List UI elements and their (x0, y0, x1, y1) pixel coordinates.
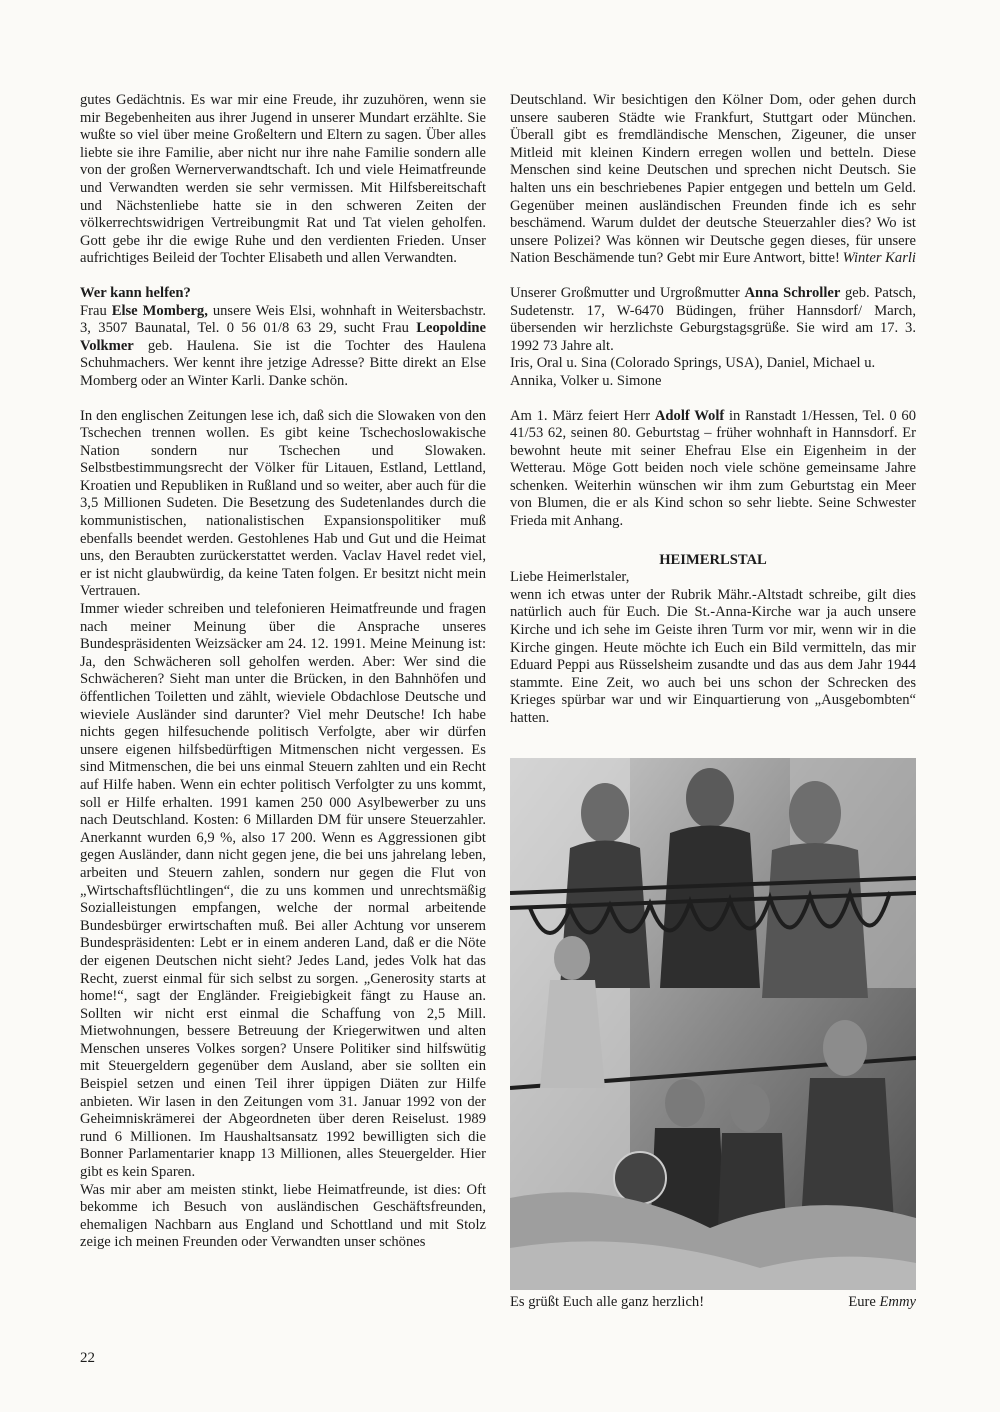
greeting: Liebe Heimerlstaler, (510, 569, 630, 586)
section-heading-heimerlstal: HEIMERLSTAL (659, 551, 767, 568)
heimerlstal-paragraph: wenn ich etwas unter der Rubrik Mähr.-Altstadt schreibe, gilt dies natürlich auch für Euch. Die St.-Anna-Kirche war ja auch unsere Kirche und ich sehe im Geiste ihren Turm vor mir, wenn wir in die Kirche gingen. Heute möchte ich Euch ein Bild vermitteln, das mir Eduard Peppi aus Rüsselsheim zusandte und das aus dem Jahr 1944 stammte. Eine Zeit, wo auch bei uns schon der Schrecken des Krieges spürbar war und wir Einquartierung von „Ausgebombten“ hatten. (510, 586, 916, 726)
historic-group-photo (510, 758, 916, 1290)
right-column (510, 92, 916, 728)
page-number: 22 (80, 1350, 95, 1366)
help-heading: Wer kann helfen? (80, 284, 191, 301)
family-signature: Iris, Oral u. Sina (Colorado Springs, USA), Daniel, Michael u. Annika, Volker u. Simone (510, 355, 876, 389)
name-adolf-wolf: Adolf Wolf (654, 407, 725, 424)
obituary-paragraph: gutes Gedächtnis. Es war mir eine Freude, ihr zuzuhören, wenn sie mir Begebenheiten aus ihrer Jugend in unserer Mundart erzählte. Sie wußte so viel über meine Großeltern und Eltern zu sagen. Über alles liebte sie ihre Familie, aber nicht nur ihre nahe Familie sondern alle von der großen Wernerverwandtschaft. Ich und viele Heimatfreunde und Verwandten werden sie sehr vermissen. Mit Hilfsbereitschaft und Nächstenliebe hatte sie in den schweren Zeiten der völkerrechtswidrigen Vertreibungmit Rat und Tat vielen geholfen. Gott gebe ihr die ewige Ruhe und den verdienten Frieden. Unser aufrichtiges Beileid der Tochter Elisabeth und allen Verwandten. (80, 92, 486, 267)
caption-text: Es grüßt Euch alle ganz herzlich! (510, 1294, 705, 1310)
help-name-volkmer: Leopoldine Volkmer (80, 320, 486, 354)
photo-caption (510, 1294, 916, 1311)
birthday-wolf-paragraph: Am 1. März feiert Herr Adolf Wolf in Ranstadt 1/Hessen, Tel. 0 60 41/53 62, seinen 80. Geburtstag – früher wohnhaft in Hannsdorf. Er bewohnt heute mit seiner Ehefrau Else ein Eigenheim in der Wetterau. Möge Gott beiden noch viele schöne gemeinsame Jahre schenken. Weiterhin wünschen wir ihm zum Geburtstag ein Meer von Blumen, die er als Kind schon so sehr liebte. Seine Schwester Frieda mit Anhang. (510, 407, 917, 530)
help-name-momberg: Else Momberg, (111, 302, 208, 319)
name-anna-schroller: Anna Schroller (744, 284, 841, 301)
slovak-paragraph: In den englischen Zeitungen lese ich, daß sich die Slowaken von den Tschechen trennen wollen. Es gibt keine Tschechoslowakische Nation sondern nur Tschechen und Slowaken. Selbstbestimmungsrecht der Völker für Litauen, Estland, Lettland, Kroatien und Republiken in Rußland und so weiter, aber auch für die 3,5 Millionen Sudeten. Die Besetzung des Sudetenlandes durch die kommunistischen, nationalistischen Expansionspolitiker muß ebenfalls beendet werden. Gestohlenes Hab und Gut und die Heimat uns, den Beraubten zurückerstattet werden. Vaclav Havel redet viel, er ist nicht glaubwürdig, da keine Taten folgen. Er besitzt nicht mein Vertrauen. (80, 407, 486, 600)
left-column (80, 92, 486, 1252)
closing-paragraph: Was mir aber am meisten stinkt, liebe Heimatfreunde, ist dies: Oft bekomme ich Besuch von ausländischen Geschäftsfreunden, ehemaligen Nachbarn aus England und Schottland und mit Stolz zeige ich meinen Freunden oder Verwandten unser schönes (80, 1181, 486, 1251)
opinion-paragraph: Immer wieder schreiben und telefonieren Heimatfreunde und fragen nach meiner Meinung über die Ansprache unseres Bundespräsidenten Weizsäcker am 24. 12. 1991. Meine Meinung ist: Ja, den Schwächeren soll geholfen werden. Aber: Wer sind die Schwächeren? Sieht man unter die Brücken, in den Bahnhöfen und öffentlichen Toiletten und zählt, wieviele Obdachlose Deutsche und wieviele Ausländer sind darunter? Viel mehr Deutsche! Ich habe nichts gegen hilfesuchende politisch Verfolgte, aber wir dürfen unsere eigenen hilfsbedürftigen Mitmenschen nicht vergessen. Es sind Mitmenschen, die bei uns einmal Steuern zahlten und ein Recht auf Hilfe haben. Wenn ein echter politisch Verfolgter zu uns kommt, soll er Hilfe erhalten. 1991 kamen 250 000 Asylbewerber zu uns nach Deutschland. Kosten: 6 Millarden DM für unsere Steuerzahler. Anerkannt wurden 6,9 %, also 17 200. Wenn es Aggressionen gibt gegen Ausländer, dann nicht gegen jene, die bei uns jahrelang leben, arbeiten und Steuern zahlen, sondern nur gegen die Flut von „Wirtschaftsflüchtlingen“, die zu uns kommen und unrechtsmäßig Sozialleistungen empfangen, welche der normal arbeitende Bundesbürger erwirtschaften muß. Bei aller Achtung vor unserem Bundespräsidenten: Lebt er in einem anderen Land, daß er die Nöte der eigenen Deutschen nicht sieht? Jedes Land, jedes Volk hat das Recht, zuerst einmal für sich selbst zu sorgen. „Generosity starts at home!“, sagt der Engländer. Freigiebigkeit fängt zu Hause an. Sollten wir nicht erst einmal die Schaffung von 2,5 Mill. Mietwohnungen, bessere Betreuung der Kriegerwitwen und alten Menschen unseres Volkes sorgen? Unsere Politiker sind hilfswütig mit Steuergeldern gegenüber dem Ausland, aber sie sollten ein Beispiel setzen und einen Teil ihrer üppigen Diäten zur Hilfe anbieten. Wir lasen in den Zeitungen vom 31. Januar 1992 von der Geheimniskrämerei der Abgeordneten über deren Reiselust. 1989 rund 6 Millionen. Im Haushaltsansatz 1992 bewilligten sich die Bonner Parlamentarier knapp 13 Millionen, alles Steuergelder. Hier gibt es kein Sparen. (80, 601, 486, 1181)
caption-signature: Eure Emmy (848, 1294, 916, 1310)
birthday-schroller-paragraph: Unserer Großmutter und Urgroßmutter Anna Schroller geb. Patsch, Sudetenstr. 17, W-6470 Büdingen, früher Hannsdorf/ March, übersenden wir herzlichste Geburgstagsgrüße. Sie wird am 17. 3. 1992 73 Jahre alt. (510, 284, 916, 354)
germany-paragraph: Deutschland. Wir besichtigen den Kölner Dom, oder gehen durch unsere sauberen Städte wie Frankfurt, Stuttgart oder München. Überall gibt es fremdländische Menschen, Zigeuner, die unser Mitleid mit kleinen Kindern erregen wollen und betteln. Diese Menschen sind keine Deutschen und sprechen nicht Deutsch. Sie halten uns ein beschriebenes Papier entgegen und betteln um Geld. Gegenüber meinen ausländischen Freunden finde ich es sehr beschämend. Warum duldet der deutsche Steuerzahler dies? Wo ist unsere Polizei? Was können wir Deutsche gegen dieses, für unsere Nation Beschämende tun? Gebt mir Eure Antwort, bitte! Winter Karli (510, 92, 916, 267)
caption-signature-name: Emmy (879, 1294, 916, 1310)
signature-winter-karli: Winter Karli (842, 250, 916, 267)
help-paragraph: Frau Else Momberg, unsere Weis Elsi, wohnhaft in Weitersbachstr. 3, 3507 Baunatal, Tel. 0 56 01/8 63 29, sucht Frau Leopoldine Volkmer geb. Haulena. Sie ist die Tochter des Haulena Schuhmachers. Wer kennt ihre jetzige Adresse? Bitte direkt an Else Momberg oder an Winter Karli. Danke schön. (80, 302, 486, 389)
